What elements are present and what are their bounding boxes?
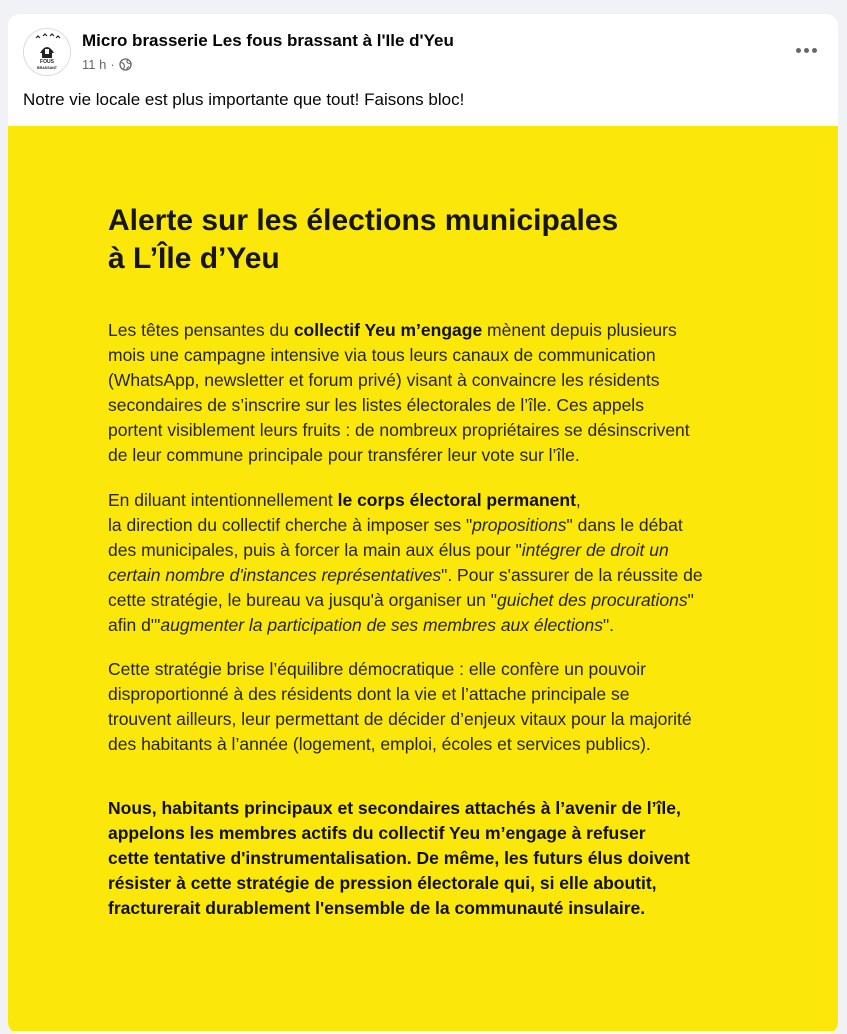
logo-text: FOUS [40, 59, 54, 65]
logo-subtext: BRASSANT [37, 66, 57, 70]
meta-separator: · [110, 57, 115, 72]
post-timestamp[interactable]: 11 h [82, 57, 107, 72]
post-header [8, 14, 838, 124]
post-text: Notre vie locale est plus importante que tout! Faisons bloc! [23, 90, 465, 109]
page-avatar[interactable] [23, 28, 71, 76]
image-title [108, 202, 748, 278]
collectif-name: collectif Yeu m’engage [293, 320, 483, 340]
post-image[interactable] [8, 126, 838, 1031]
post-meta [82, 57, 132, 72]
post-card [8, 14, 838, 1034]
page-name-link[interactable]: Micro brasserie Les fous brassant à l'Ile d'Yeu [82, 31, 454, 50]
title-line: Alerte sur les élections municipales [108, 204, 619, 237]
brewery-logo [24, 29, 70, 75]
paragraph-3: Cette stratégie brise l’équilibre démocratique : elle confère un pouvoir disproportionné à des résidents dont la vie et l’attache principale se trouvent ailleurs, leur permettant de décider d’enjeux vitaux pour la majorité des habitants à l’année (logement, emploi, écoles et services publics). [108, 659, 692, 754]
more-options-button[interactable] [788, 36, 824, 64]
paragraph-2: En diluant intentionnellement le corps électoral permanent, la direction du collectif cherche à imposer ses "propositions" dans le débat des municipales, puis à forcer la main aux élus pour "intégrer de droit un certain nombre d'instances représentatives". Pour s'assurer de la réussite de cette stratégie, le bureau va jusqu'à organiser un "guichet des procurations" afin d'"augmenter la participation de ses membres aux élections". [108, 490, 703, 635]
paragraph-4: Nous, habitants principaux et secondaires attachés à l’avenir de l’île, appelons les membres actifs du collectif Yeu m’engage à refuser cette tentative d'instrumentalisation. De même, les futurs élus doivent résister à cette stratégie de pression électorale qui, si elle aboutit, fracturerait durablement l'ensemble de la communauté insulaire. [108, 798, 690, 918]
paragraph-1: Les têtes pensantes du collectif Yeu m’engage mènent depuis plusieurs mois une campagne intensive via tous leurs canaux de communication (WhatsApp, newsletter et forum privé) visant à convaincre les résidents secondaires de s’inscrire sur les listes électorales de l’île. Ces appels portent visiblement leurs fruits : de nombreux propriétaires se désinscrivent de leur commune principale pour transférer leur vote sur l’île. [108, 320, 690, 465]
more-options-icon [796, 48, 801, 53]
globe-icon[interactable] [119, 58, 132, 71]
title-line: à L’Île d’Yeu [108, 242, 280, 275]
